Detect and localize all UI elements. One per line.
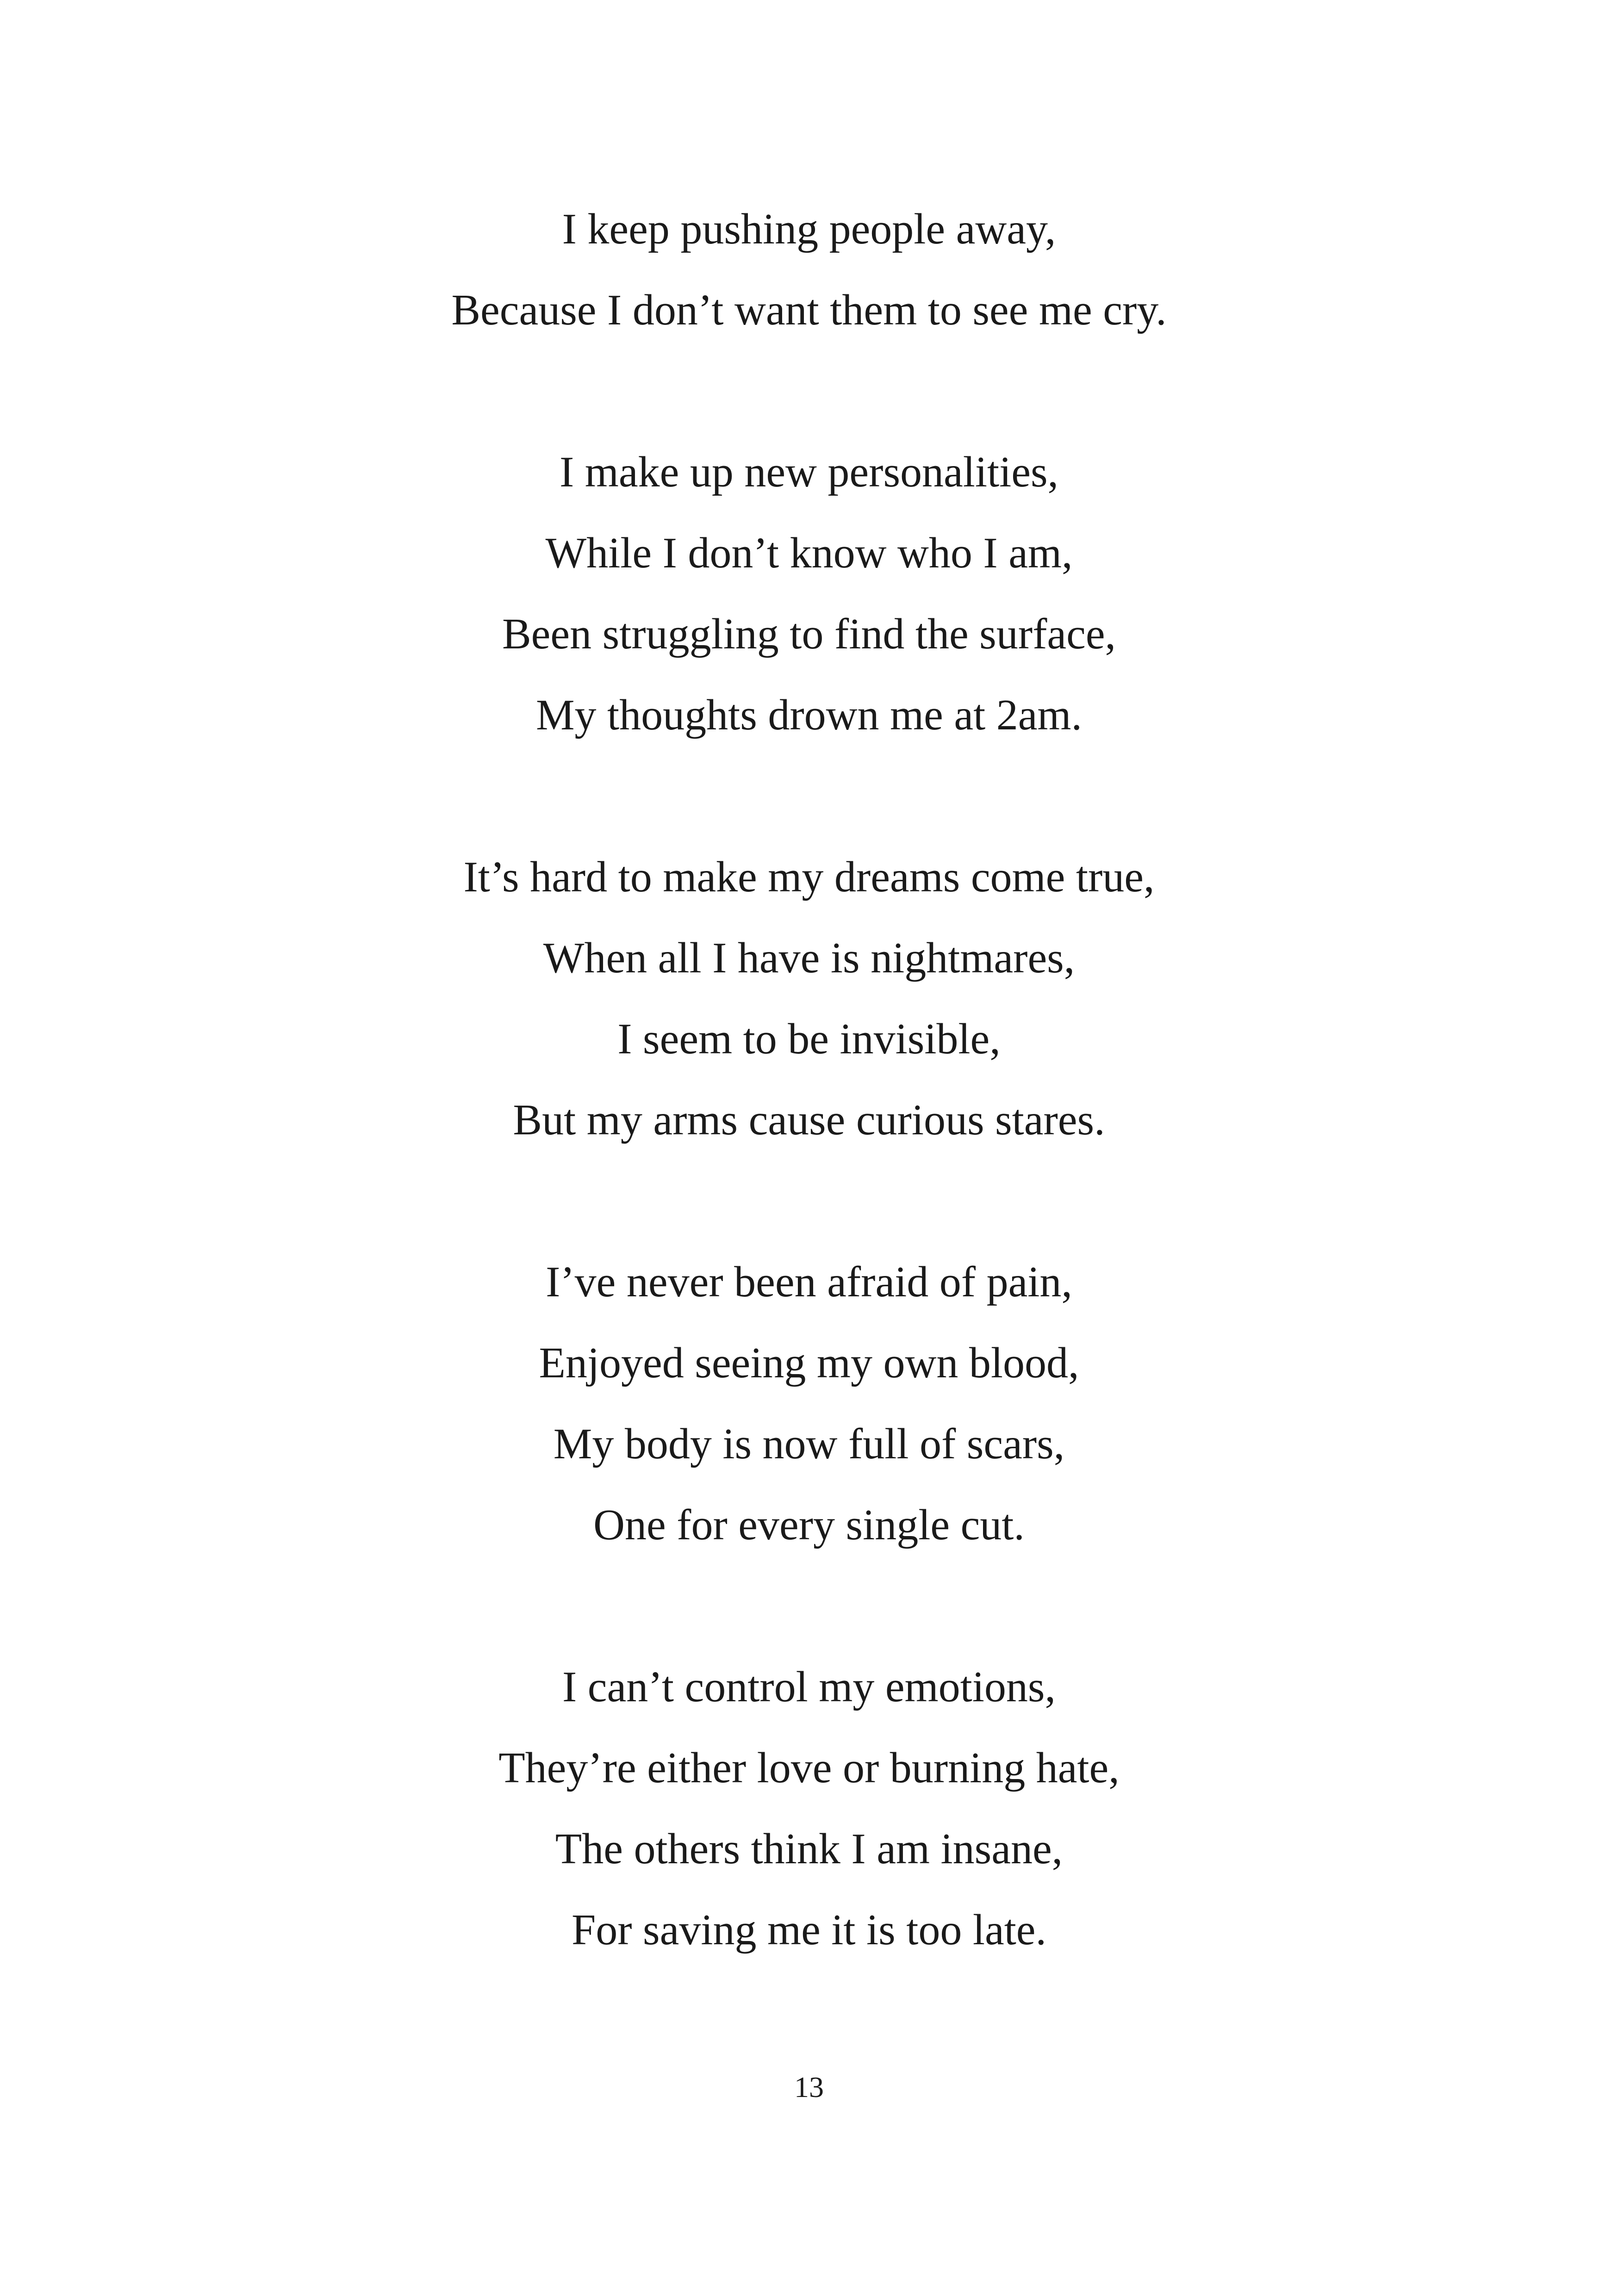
poem-line: My thoughts drown me at 2am.: [535, 691, 1083, 739]
poem-line: I’ve never been afraid of pain,: [546, 1258, 1072, 1306]
page-number: 13: [794, 2071, 824, 2103]
poem-line: The others think I am insane,: [555, 1825, 1063, 1873]
poem-line: While I don’t know who I am,: [545, 529, 1073, 577]
poem-line: Enjoyed seeing my own blood,: [539, 1339, 1079, 1387]
poem-line: My body is now full of scars,: [553, 1420, 1065, 1468]
poem-line: Been struggling to find the surface,: [502, 610, 1116, 658]
poem-line: But my arms cause curious stares.: [513, 1096, 1105, 1144]
poem-line: When all I have is nightmares,: [543, 934, 1075, 982]
poem-line: One for every single cut.: [593, 1501, 1025, 1549]
poem-line: It’s hard to make my dreams come true,: [463, 853, 1155, 901]
poem-line: I can’t control my emotions,: [562, 1663, 1056, 1711]
poem-line: They’re either love or burning hate,: [498, 1744, 1120, 1792]
poem-line: For saving me it is too late.: [571, 1906, 1047, 1954]
poem-line: Because I don’t want them to see me cry.: [451, 286, 1167, 334]
poem-line: I keep pushing people away,: [562, 205, 1056, 253]
poem-line: I seem to be invisible,: [617, 1015, 1001, 1063]
poem-line: I make up new personalities,: [559, 448, 1059, 496]
